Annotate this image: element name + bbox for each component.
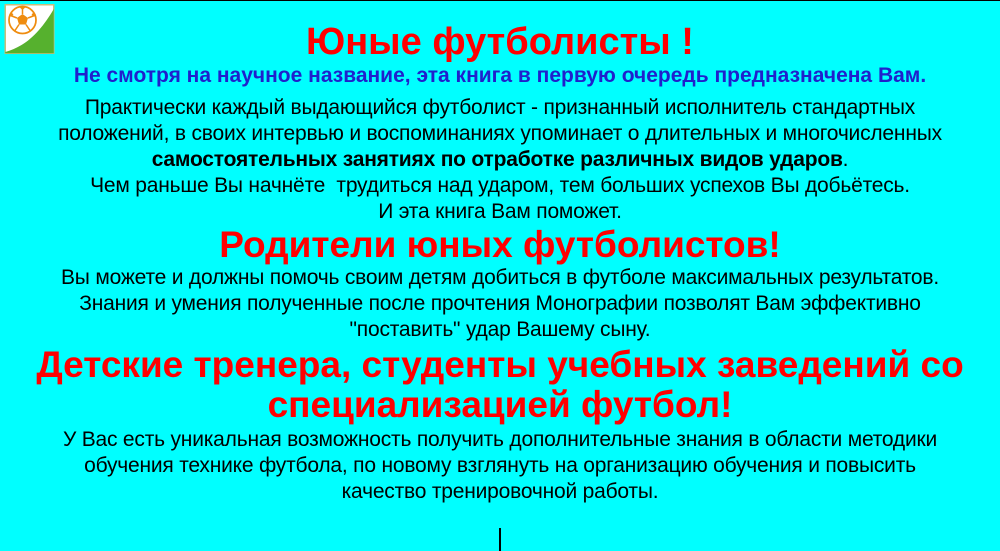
paragraph-line: обучения технике футбола, по новому взглянуть на организацию обучения и повысить bbox=[84, 454, 916, 477]
coaches-heading-line1: Детские тренера, студенты учебных заведений со bbox=[36, 344, 964, 385]
paragraph-line: У Вас есть уникальная возможность получить дополнительные знания в области методики bbox=[62, 428, 938, 451]
paragraph-line-emphasis bbox=[0, 147, 1000, 173]
paragraph-line: Чем раньше Вы начнёте трудиться над ударом, тем больших успехов Вы добьётесь. bbox=[90, 174, 910, 197]
coaches-paragraph bbox=[0, 427, 1000, 505]
page-content bbox=[0, 1, 1000, 505]
page-title: Юные футболисты ! bbox=[306, 21, 694, 63]
paragraph-line: положений, в своих интервью и воспоминаниях упоминает о длительных и многочисленных bbox=[58, 122, 942, 145]
coaches-heading bbox=[0, 345, 1000, 425]
intro-blue-line: Не смотря на научное название, эта книга в первую очередь предназначена Вам. bbox=[73, 64, 927, 87]
emphasis-tail: . bbox=[842, 148, 849, 171]
paragraph-line: И эта книга Вам поможет. bbox=[378, 200, 622, 223]
parents-paragraph bbox=[0, 265, 1000, 343]
club-logo bbox=[3, 4, 56, 54]
emphasis-text: самостоятельных занятиях по отработке различных видов ударов bbox=[151, 148, 843, 171]
paragraph-line: качество тренировочной работы. bbox=[341, 480, 659, 503]
paragraph-line: "поставить" удар Вашему сыну. bbox=[349, 318, 651, 341]
paragraph-line: Вы можете и должны помочь своим детям добиться в футболе максимальных результатов. bbox=[61, 266, 939, 289]
players-paragraph bbox=[0, 95, 1000, 225]
soccer-ball-icon bbox=[9, 7, 36, 34]
parents-heading: Родители юных футболистов! bbox=[219, 224, 781, 265]
paragraph-line: Практически каждый выдающийся футболист - признанный исполнитель стандартных bbox=[84, 96, 916, 119]
coaches-heading-line2: специализацией футбол! bbox=[267, 384, 733, 425]
paragraph-line: Знания и умения полученные после прочтения Монографии позволят Вам эффективно bbox=[79, 292, 921, 315]
text-caret bbox=[499, 528, 501, 551]
